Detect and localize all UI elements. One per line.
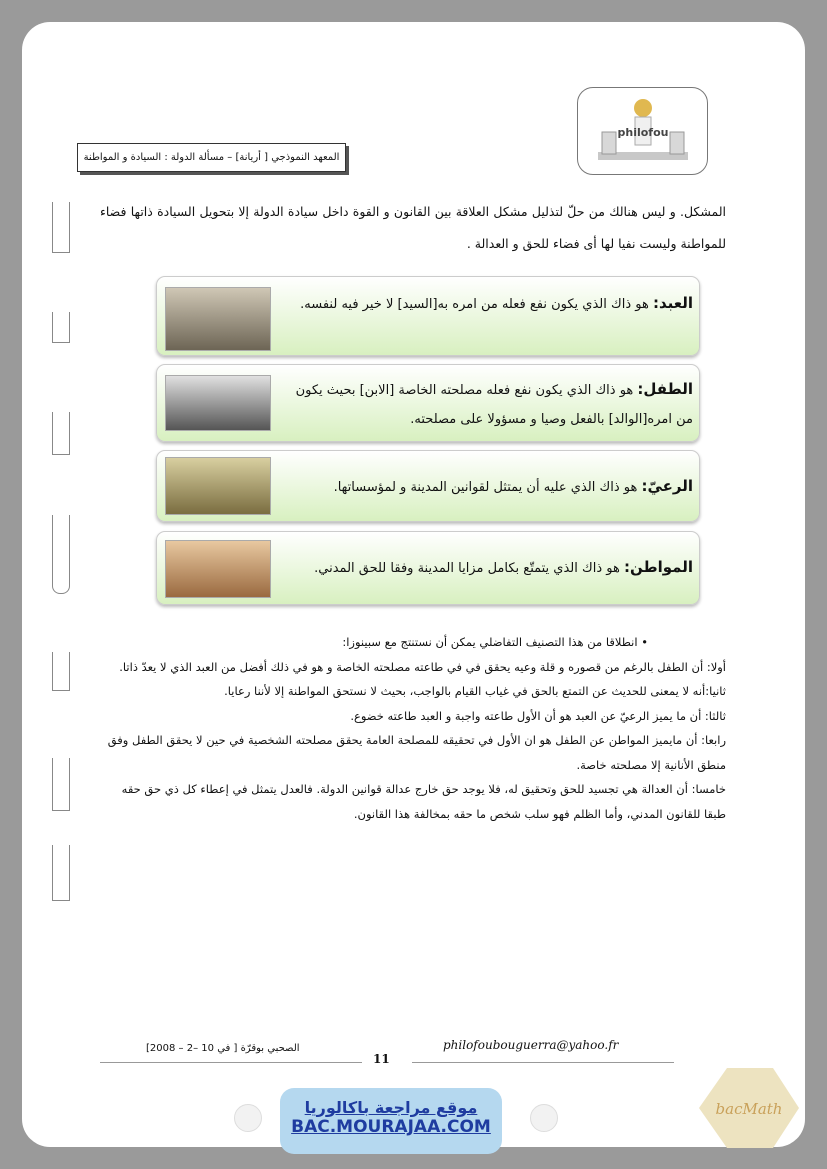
- bacmath-logo: [697, 1066, 801, 1150]
- logo-text: philofou: [617, 126, 669, 139]
- definition-card-child: [156, 364, 700, 442]
- banner-arabic[interactable]: موقع مراجعة باكالوريا: [304, 1098, 478, 1117]
- definition-body: هو ذاك الذي يتمتّع بكامل مزايا المدينة وفقا للحق المدني.: [314, 561, 620, 576]
- page-number: 11: [373, 1052, 390, 1066]
- list-item: أولا: أن الطفل بالرغم من قصوره و قلة وعيه يحقق في في طاعته مصلحته الخاصة و هو في ذلك أفضل من العبد الذي لا يعدّ ذاتا.: [119, 659, 726, 674]
- intro-paragraph: المشكل. و ليس هنالك من حلّ لتذليل مشكل العلاقة بين القانون و القوة داخل سيادة الدولة إلا بتحويل السيادة ذاتها فضاء للمواطنة وليست نفيا لها أى فضاء للحق و العدالة .: [100, 204, 726, 251]
- definition-card-citizen: [156, 531, 700, 605]
- margin-mark: [52, 202, 70, 253]
- footer-divider: [100, 1062, 362, 1063]
- footer-divider: [412, 1062, 674, 1063]
- margin-mark: [52, 845, 70, 901]
- definition-body: هو ذاك الذي عليه أن يمتثل لقوانين المدينة و لمؤسساتها.: [333, 480, 638, 495]
- list-item-text: انطلاقا من هذا التصنيف التفاضلي يمكن أن نستنتج مع سبينوزا:: [342, 635, 638, 649]
- conclusions-list: [100, 630, 726, 826]
- footer-author-date: الصحبي بوقرّة [ في 10 –2 – 2008]: [146, 1043, 300, 1054]
- child-image: [165, 375, 271, 431]
- definition-text: [283, 289, 693, 319]
- definition-text: [283, 375, 693, 434]
- list-item: خامسا: أن العدالة هي تجسيد للحق وتحقيق له، فلا يوجد حق خارج عدالة قوانين الدولة. فالعدل يتمثل في إعطاء كل ذي حق حقه طبقا للقانون المدني، وأما الظلم فهو سلب شخص ما حقه بمخالفة هذا القانون.: [121, 782, 726, 821]
- list-item: ثانيا:أنه لا يمعنى للحديث عن التمتع بالحق في غياب القيام بالواجب، بحيث لا نستحق المواطنة إلا لأننا رعايا.: [224, 684, 726, 698]
- list-item: ثالثا: أن ما يميز الرعيّ عن العبد هو أن الأول طاعته واجبة و العبد طاعته خضوع.: [350, 708, 726, 723]
- site-logo-icon: [234, 1104, 262, 1132]
- definition-term: العبد:: [652, 294, 693, 312]
- definition-text: [283, 473, 693, 501]
- banner-url[interactable]: BAC.MOURAJAA.COM: [291, 1117, 491, 1137]
- footer-email[interactable]: philofoubouguerra@yahoo.fr: [443, 1038, 619, 1052]
- list-item-intro: • انطلاقا من هذا التصنيف التفاضلي يمكن أن نستنتج مع سبينوزا:: [342, 635, 648, 649]
- definition-term: الطفل:: [637, 380, 693, 398]
- margin-mark: [52, 412, 70, 455]
- citizen-image: [165, 540, 271, 598]
- slave-image: [165, 287, 271, 351]
- definition-card-slave: [156, 276, 700, 356]
- margin-mark: [52, 312, 70, 343]
- definition-term: المواطن:: [623, 558, 693, 576]
- margin-mark: [52, 758, 70, 811]
- definition-text: [283, 554, 693, 582]
- margin-mark: [52, 515, 70, 594]
- philofou-logo: [577, 87, 708, 175]
- list-item: رابعا: أن مايميز المواطن عن الطفل هو ان الأول في تحقيقه للمصلحة العامة يحقق مصلحته الشخصية في حين لا يحقق الطفل وفق منطق الأنانية إلا مصلحته خاصة.: [107, 733, 726, 772]
- definition-body: هو ذاك الذي يكون نفع فعله مصلحته الخاصة [الابن] بحيث يكون من امره[الوالد] بالفعل وصيا و مسؤولا على مصلحته.: [295, 383, 693, 427]
- margin-mark: [52, 652, 70, 691]
- subject-image: [165, 457, 271, 515]
- site-banner[interactable]: [280, 1088, 502, 1154]
- definition-term: الرعيّ:: [641, 477, 693, 495]
- watermark-text: bacMath: [715, 1100, 783, 1118]
- site-logo-icon: [530, 1104, 558, 1132]
- definition-card-subject: [156, 450, 700, 522]
- definition-body: هو ذاك الذي يكون نفع فعله من امره به[السيد] لا خير فيه لنفسه.: [300, 297, 649, 312]
- header-title: المعهد النموذجي [ أريانة] – مسألة الدولة : السيادة و المواطنة: [77, 143, 346, 172]
